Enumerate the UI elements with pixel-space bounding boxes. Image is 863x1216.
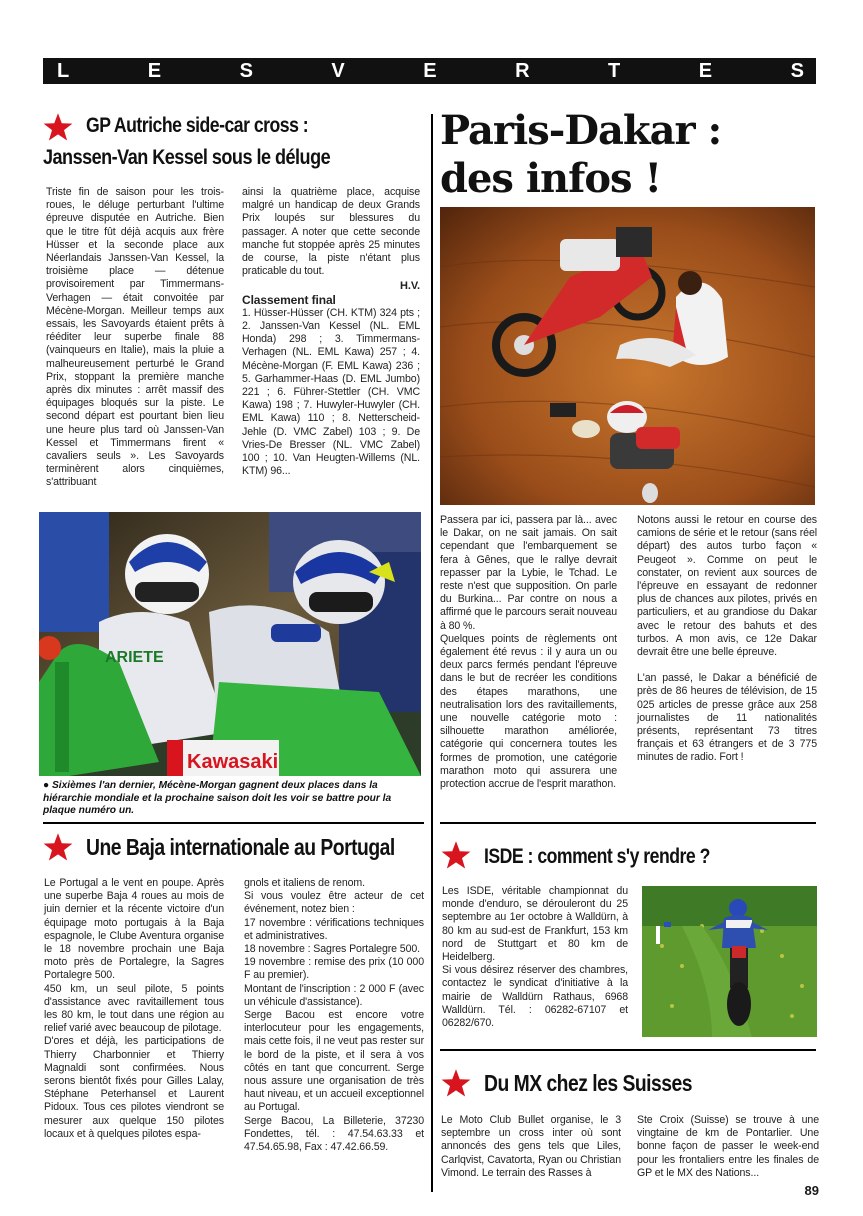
star-icon — [441, 1068, 471, 1098]
star-icon — [43, 112, 73, 142]
banner-letter: S — [790, 59, 804, 82]
banner-letter: E — [147, 59, 162, 82]
paris-dakar-title-line2: des infos ! — [440, 155, 662, 202]
page-number: 89 — [804, 1183, 819, 1198]
gp-autriche-title-line1: GP Autriche side-car cross : — [86, 114, 309, 137]
isde-p1: Les ISDE, véritable championnat du monde d'enduro, se dérouleront du 25 septembre au 1er octobre à Walldürn, à 80 km au sud-est de Frankfurt, 153 km nord de Stuttgart et 80 km de Heidelberg. — [442, 885, 628, 964]
baja-col2-p6: Montant de l'inscription : 2 000 F (avec un véhicule d'assistance). — [244, 982, 424, 1008]
photo-kawasaki-text: Kawasaki — [187, 751, 279, 773]
banner-letter: L — [57, 59, 70, 82]
classement-list: 1. Hüsser-Hüsser (CH. KTM) 324 pts ; 2. Janssen-Van Kessel (NL. EML Honda) 298 ; 3. Timmermans-Verhagen (NL. EML Kawa) 257 ; 4. Mécène-Morgan (F. EML Kawa) 236 ; 5. Garhammer-Haas (D. EML Jumbo) 221 ; 6. Führer-Stettler (CH. VMC Kawa) 198 ; 7. Huwyler-Huwyler (CH. EML Kawa) 110 ; 8. Netterscheid-Jehle (D. VMC Zabel) 103 ; 9. De Vries-De Bresser (NL. VMC Zabel) 100 ; 10. Van Heugten-Willems (NL. KTM) 96... — [242, 306, 420, 478]
photo-ariete-text: ARIETE — [105, 649, 164, 666]
paris-dakar-col2 — [637, 514, 817, 765]
banner-letter: S — [239, 59, 253, 82]
sidecar-photo — [39, 512, 421, 776]
paris-dakar-col1-p2: Quelques points de règlements ont également été revus : il y aura un ou deux parcs fermés pendant l'épreuve dans le but de recréer les conditions des étapes marathons, une neutralisation lors des ravitaillements, une nouvelle catégorie moto : silhouette marathon améliorée, catégorie qui concernera toutes les formes de promotion, une catégorie marathon moto qui assurera une protection accrue de l'esprit marathon. — [440, 632, 617, 791]
isde-p2: Si vous désirez réserver des chambres, contactez le syndicat d'initiative à la mairie de Walldürn Rathaus, 6968 Walldürn. Tél. : 06282-67107 et 06282/670. — [442, 964, 628, 1030]
gp-autriche-title-line2: Janssen-Van Kessel sous le déluge — [43, 146, 331, 169]
banner-letter: T — [608, 59, 621, 82]
banner-letter: E — [423, 59, 437, 82]
star-icon — [43, 832, 73, 862]
baja-col1-p1: Le Portugal a le vent en poupe. Après une superbe Baja 4 roues au mois de juin dernier et la récente victoire d'un équipage moto portugais à la Baja espagnole, le Clube Aventura organise le 18 novembre prochain une Baja moto près de Portalegre, la Sagres Portalegre 500. — [44, 877, 224, 982]
baja-col2-p2: Si vous voulez être acteur de cet événement, notez bien : — [244, 890, 424, 916]
classement-title: Classement final — [242, 292, 336, 307]
sidecar-photo-caption — [43, 780, 423, 818]
isde-photo — [642, 886, 817, 1037]
baja-col2-p3: 17 novembre : vérifications techniques et administratives. — [244, 916, 424, 942]
paris-dakar-title-line1: Paris-Dakar : — [440, 107, 722, 154]
baja-title: Une Baja internationale au Portugal — [86, 834, 395, 860]
isde-title: ISDE : comment s'y rendre ? — [484, 845, 710, 868]
divider-right-bottom — [440, 1049, 816, 1051]
divider-right-top — [440, 822, 816, 824]
mx-suisse-col1: Le Moto Club Bullet organise, le 3 septembre un cross inter où sont annoncés des gens tels que Liles, Carlqvist, Cavatorta, Ryan ou Christian Vimond. Le terrain des Rasses à — [441, 1114, 621, 1179]
mx-suisse-col2: Ste Croix (Suisse) se trouve à une vingtaine de km de Pontarlier. Une bonne façon de passer le week-end pour les frontaliers entre les finales de GP et le MX des Nations... — [637, 1114, 819, 1179]
paris-dakar-col1 — [440, 514, 617, 791]
divider-left — [43, 822, 424, 824]
banner-letter: E — [698, 59, 713, 82]
baja-col2-p7: Serge Bacou est encore votre interlocuteur pour les engagements, mais cette fois, il ne veut pas rester sur le bord de la piste, et il sera à vos côtés en tant que concurrent. Serge nous assure une organisation de très haut niveau, et un accueil exceptionnel au Portugal. — [244, 1009, 424, 1114]
gp-autriche-col2 — [242, 186, 420, 478]
baja-col1-p2: 450 km, un seul pilote, 5 points d'assistance avec ravitaillement tous les 80 km, le tout dans une région au relief varié avec beaucoup de pilotage. — [44, 982, 224, 1035]
paris-dakar-col2-p1: Notons aussi le retour en course des camions de série et le retour (sans réel départ) des autos turbo façon « Peugeot ». Comme on peut le constater, on revient aux sources de l'épreuve en essayant de redonner plus de chances aux pilotes, privés en particuliers, et au grandiose du Dakar avec le retour des bahuts et des turbos. A mon avis, ce 12e Dakar devrait être une belle épreuve. — [637, 514, 817, 659]
paris-dakar-title — [440, 107, 721, 203]
mx-suisse-title: Du MX chez les Suisses — [484, 1070, 692, 1096]
gp-autriche-col1: Triste fin de saison pour les trois-roues, le déluge perturbant l'ultime épreuve disputée en Autriche. Bien que le titre fût déjà acquis aux frère Hüsser et la seconde place aux Néerlandais Janssen-Van Kessel, la troisième place — détenue provisoirement par Timmermans-Verhagen — était convoitée par Mécène-Morgan. Meilleur temps aux essais, les Savoyards étaient prêts à rééditer leur superbe finale 88 (vainqueurs en Italie), mais la pluie a malheureusement perturbé le Grand Prix, stoppant la première manche après dix minutes : arrêt massif des équipages bloqués sur la piste. Le second départ est pourtant bien lieu une heure plus tard où Janssen-Van Kessel et Timmermans firent « cavaliers seuls ». Les Savoyards terminèrent alors cinquièmes, s'attribuant — [46, 186, 224, 489]
paris-dakar-col2-p2: L'an passé, le Dakar a bénéficié de près de 86 heures de télévision, de 15 025 articles de presse grâce aux 258 journalistes de 11 nationalités présents, représentant 73 titres français et 63 étrangers et de 3 775 minutes de radio. Fort ! — [637, 672, 817, 764]
dakar-photo — [440, 207, 815, 505]
caption-bullet: ● — [43, 780, 52, 791]
caption-text: Sixièmes l'an dernier, Mécène-Morgan gagnent deux places dans la hiérarchie mondiale et la prochaine saison doit les voir se battre pour la plaque numéro un. — [43, 780, 392, 816]
column-divider — [431, 114, 433, 1192]
paris-dakar-col1-p1: Passera par ici, passera par là... avec le Dakar, on ne sait jamais. On sait cependant que l'embarquement se fera à Gênes, que le rallye devrait repasser par la Lybie, le Tchad. Le reste n'est que supposition. On parle du Burkina... Par contre on nous a affirmé que le parcours serait nouveau à 80 %. — [440, 514, 617, 632]
baja-col2 — [244, 877, 424, 1154]
gp-autriche-signature: H.V. — [400, 280, 420, 293]
gp-autriche-col2-text: ainsi la quatrième place, acquise malgré un handicap de deux Grands Prix loupés sur blessures du passager. A noter que cette seconde manche fut stoppée après 25 minutes de course, la piste n'étant plus praticable du tout. — [242, 186, 420, 278]
baja-col2-p4: 18 novembre : Sagres Portalegre 500. — [244, 943, 421, 956]
banner-letter: R — [515, 59, 530, 82]
banner-letter: V — [331, 59, 345, 82]
star-icon — [441, 840, 471, 870]
baja-col1-p3: D'ores et déjà, les participations de Thierry Charbonnier et Thierry Magnaldi sont confirmées. Nous serons bientôt fixés pour Gilles Lalay, Stéphane Peterhansel et Laurent Pidoux. Tous ces pilotes viendront se mesurer aux quelque 150 pilotes locaux et à quelques pilotes espa- — [44, 1035, 224, 1140]
baja-col2-p1: gnols et italiens de renom. — [244, 877, 365, 889]
section-banner — [43, 58, 816, 84]
baja-col1 — [44, 877, 224, 1141]
baja-col2-p8: Serge Bacou, La Billeterie, 37230 Fondettes, tél. : 47.54.63.33 et 47.54.65.98, Fax : 47.42.66.59. — [244, 1114, 424, 1154]
isde-text — [442, 885, 628, 1030]
baja-col2-p5: 19 novembre : remise des prix (10 000 F au premier). — [244, 956, 424, 982]
